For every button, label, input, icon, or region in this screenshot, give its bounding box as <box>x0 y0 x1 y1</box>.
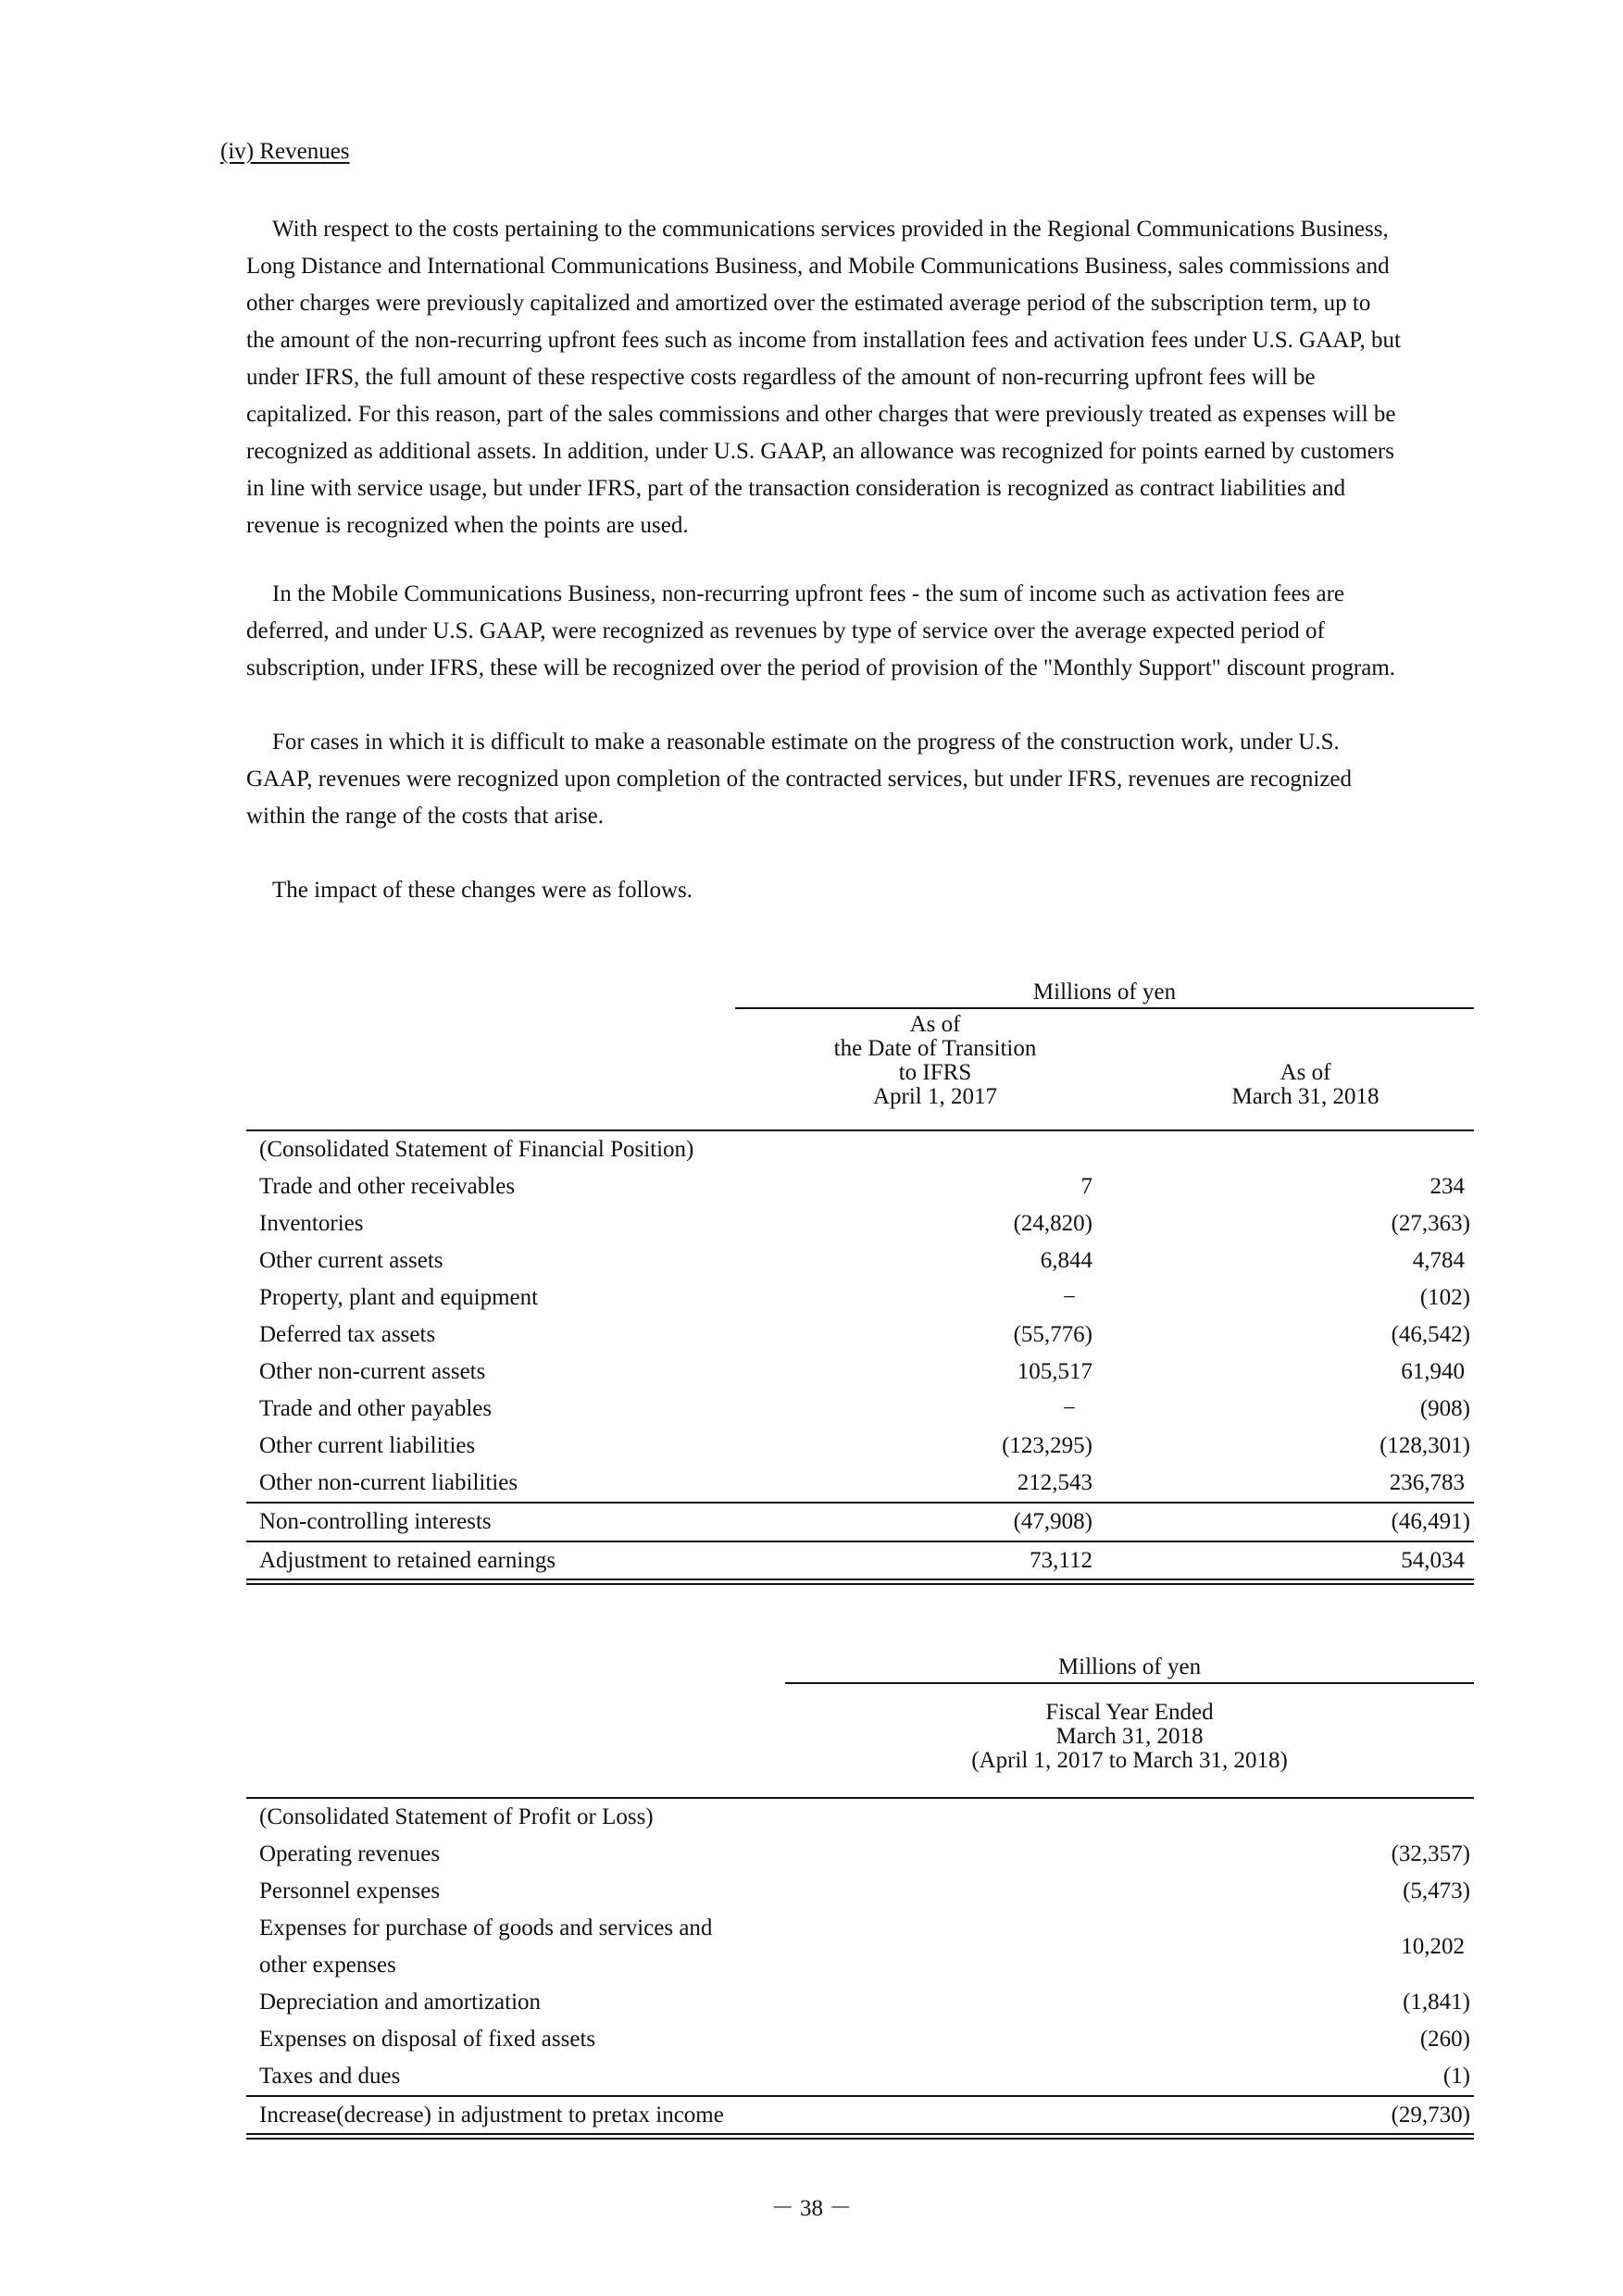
value-transition: − <box>1062 1285 1076 1310</box>
row-label: Property, plant and equipment <box>259 1285 539 1310</box>
divider <box>735 1007 1474 1009</box>
table-row-total <box>259 2097 1474 2134</box>
table-row-nci <box>259 1504 1474 1541</box>
header-line: March 31, 2018 <box>1055 1724 1204 1749</box>
text-line: The impact of these changes were as follows. <box>272 878 693 903</box>
value-transition: (55,776) <box>1013 1322 1092 1347</box>
header-line: (April 1, 2017 to March 31, 2018) <box>971 1748 1288 1773</box>
value-march: (46,542) <box>1391 1322 1470 1347</box>
table-row <box>259 1354 1474 1391</box>
row-label <box>259 1910 712 1984</box>
value-transition: − <box>1062 1396 1076 1421</box>
divider <box>785 1682 1474 1684</box>
value-march: (46,491) <box>1391 1509 1470 1534</box>
value-transition: 212,543 <box>1017 1470 1092 1495</box>
value-fiscal-year: (29,730) <box>1391 2103 1470 2128</box>
unit-header: Millions of yen <box>1057 1654 1202 1679</box>
section-label: (Consolidated Statement of Financial Position) <box>259 1137 694 1162</box>
column-header-fiscal-year <box>785 1701 1474 1773</box>
section-label-row <box>259 1799 1474 1836</box>
value-fiscal-year: (5,473) <box>1403 1878 1470 1903</box>
table-row <box>259 1316 1474 1354</box>
value-march: 236,783 <box>1389 1470 1465 1495</box>
value-transition: 6,844 <box>1040 1248 1092 1273</box>
header-line: As of <box>1280 1060 1331 1085</box>
value-fiscal-year: (32,357) <box>1391 1841 1470 1866</box>
section-title: (iv) Revenues <box>220 139 350 164</box>
header-line: to IFRS <box>898 1060 972 1085</box>
text-line: Long Distance and International Communications Business, and Mobile Communications Business, sales commissions and <box>246 254 1390 279</box>
text-line: under IFRS, the full amount of these respective costs regardless of the amount of non-recurring upfront fees will be <box>246 365 1316 390</box>
value-fiscal-year: (1,841) <box>1403 1990 1470 2015</box>
row-label: Taxes and dues <box>259 2064 401 2089</box>
value-march: 61,940 <box>1401 1359 1465 1384</box>
row-label-line: Expenses for purchase of goods and services and <box>259 1915 713 1940</box>
value-fiscal-year: (1) <box>1442 2064 1470 2089</box>
row-label: Depreciation and amortization <box>259 1990 542 2015</box>
value-transition: 7 <box>1080 1174 1092 1199</box>
row-label-line: other expenses <box>259 1953 396 1978</box>
table-row <box>259 1873 1474 1910</box>
header-line: As of <box>909 1012 961 1037</box>
table-row <box>259 2021 1474 2058</box>
value-fiscal-year: 10,202 <box>1401 1934 1465 1959</box>
table-row <box>259 1391 1474 1428</box>
value-march: (27,363) <box>1391 1211 1470 1236</box>
text-line: in line with service usage, but under IFRS, part of the transaction consideration is recognized as contract liabilities and <box>246 476 1346 501</box>
unit-header: Millions of yen <box>1032 980 1177 1004</box>
value-march: 54,034 <box>1401 1548 1465 1573</box>
financial-position-table <box>246 980 1474 1581</box>
value-fiscal-year: (260) <box>1419 2027 1470 2052</box>
paragraph-impact <box>246 872 1492 909</box>
table-row <box>259 1428 1474 1465</box>
paragraph-costs <box>246 211 1492 544</box>
column-header-march <box>1148 1061 1463 1109</box>
value-transition: (47,908) <box>1013 1509 1092 1534</box>
table-row-total <box>259 1542 1474 1579</box>
table-row <box>259 1242 1474 1279</box>
row-label: Increase(decrease) in adjustment to pretax income <box>259 2103 724 2128</box>
table-row <box>259 1984 1474 2021</box>
header-line: April 1, 2017 <box>872 1084 998 1109</box>
paragraph-construction <box>246 724 1492 835</box>
text-line: revenue is recognized when the points are used. <box>246 513 689 538</box>
table-row <box>259 1205 1474 1242</box>
value-march: 4,784 <box>1412 1248 1465 1273</box>
text-line: the amount of the non-recurring upfront fees such as income from installation fees and activation fees under U.S. GAAP, but <box>246 328 1401 353</box>
table-row <box>259 1279 1474 1316</box>
row-label: Adjustment to retained earnings <box>259 1548 556 1573</box>
header-line: the Date of Transition <box>833 1036 1037 1061</box>
paragraph-mobile <box>246 576 1492 687</box>
value-transition: (123,295) <box>1002 1433 1092 1458</box>
value-march: 234 <box>1429 1174 1465 1199</box>
row-label: Expenses on disposal of fixed assets <box>259 2027 596 2052</box>
row-label: Inventories <box>259 1211 364 1236</box>
double-underline <box>246 2133 1474 2140</box>
text-line: deferred, and under U.S. GAAP, were recognized as revenues by type of service over the average expected period of <box>246 618 1325 643</box>
value-march: (908) <box>1419 1396 1470 1421</box>
header-line: Fiscal Year Ended <box>1045 1700 1214 1725</box>
value-transition: (24,820) <box>1013 1211 1092 1236</box>
table-row <box>259 1465 1474 1502</box>
value-march: (102) <box>1419 1285 1470 1310</box>
text-line: within the range of the costs that arise. <box>246 804 604 829</box>
value-march: (128,301) <box>1380 1433 1470 1458</box>
profit-loss-table <box>246 1654 1474 2140</box>
double-underline <box>246 1578 1474 1585</box>
section-label: (Consolidated Statement of Profit or Loss) <box>259 1804 654 1829</box>
row-label: Trade and other payables <box>259 1396 493 1421</box>
row-label: Operating revenues <box>259 1841 441 1866</box>
table-row <box>259 2058 1474 2095</box>
text-line: In the Mobile Communications Business, non-recurring upfront fees - the sum of income such as activation fees are <box>272 581 1345 606</box>
text-line: With respect to the costs pertaining to the communications services provided in the Regional Communications Business, <box>272 217 1389 242</box>
column-header-transition <box>778 1013 1092 1109</box>
text-line: For cases in which it is difficult to make a reasonable estimate on the progress of the construction work, under U.S. <box>272 730 1340 755</box>
table-row <box>259 1836 1474 1873</box>
row-label: Other current liabilities <box>259 1433 476 1458</box>
page-number: － 38 － <box>770 2196 853 2221</box>
text-line: GAAP, revenues were recognized upon completion of the contracted services, but under IFRS, revenues are recognized <box>246 767 1353 792</box>
table-row <box>259 1910 1474 1984</box>
header-line: March 31, 2018 <box>1231 1084 1380 1109</box>
row-label: Other current assets <box>259 1248 443 1273</box>
row-label: Trade and other receivables <box>259 1174 516 1199</box>
row-label: Other non-current assets <box>259 1359 486 1384</box>
row-label: Personnel expenses <box>259 1878 441 1903</box>
section-label-row <box>259 1131 1474 1168</box>
text-line: other charges were previously capitalized and amortized over the estimated average period of the subscription term, up to <box>246 291 1371 316</box>
text-line: subscription, under IFRS, these will be recognized over the period of provision of the "Monthly Support" discount program. <box>246 655 1396 680</box>
row-label: Other non-current liabilities <box>259 1470 518 1495</box>
row-label: Deferred tax assets <box>259 1322 436 1347</box>
value-transition: 105,517 <box>1017 1359 1092 1384</box>
value-transition: 73,112 <box>1030 1548 1092 1573</box>
row-label: Non-controlling interests <box>259 1509 492 1534</box>
table-row <box>259 1168 1474 1205</box>
text-line: recognized as additional assets. In addition, under U.S. GAAP, an allowance was recognized for points earned by customers <box>246 439 1394 464</box>
text-line: capitalized. For this reason, part of the sales commissions and other charges that were previously treated as expenses will be <box>246 402 1396 427</box>
